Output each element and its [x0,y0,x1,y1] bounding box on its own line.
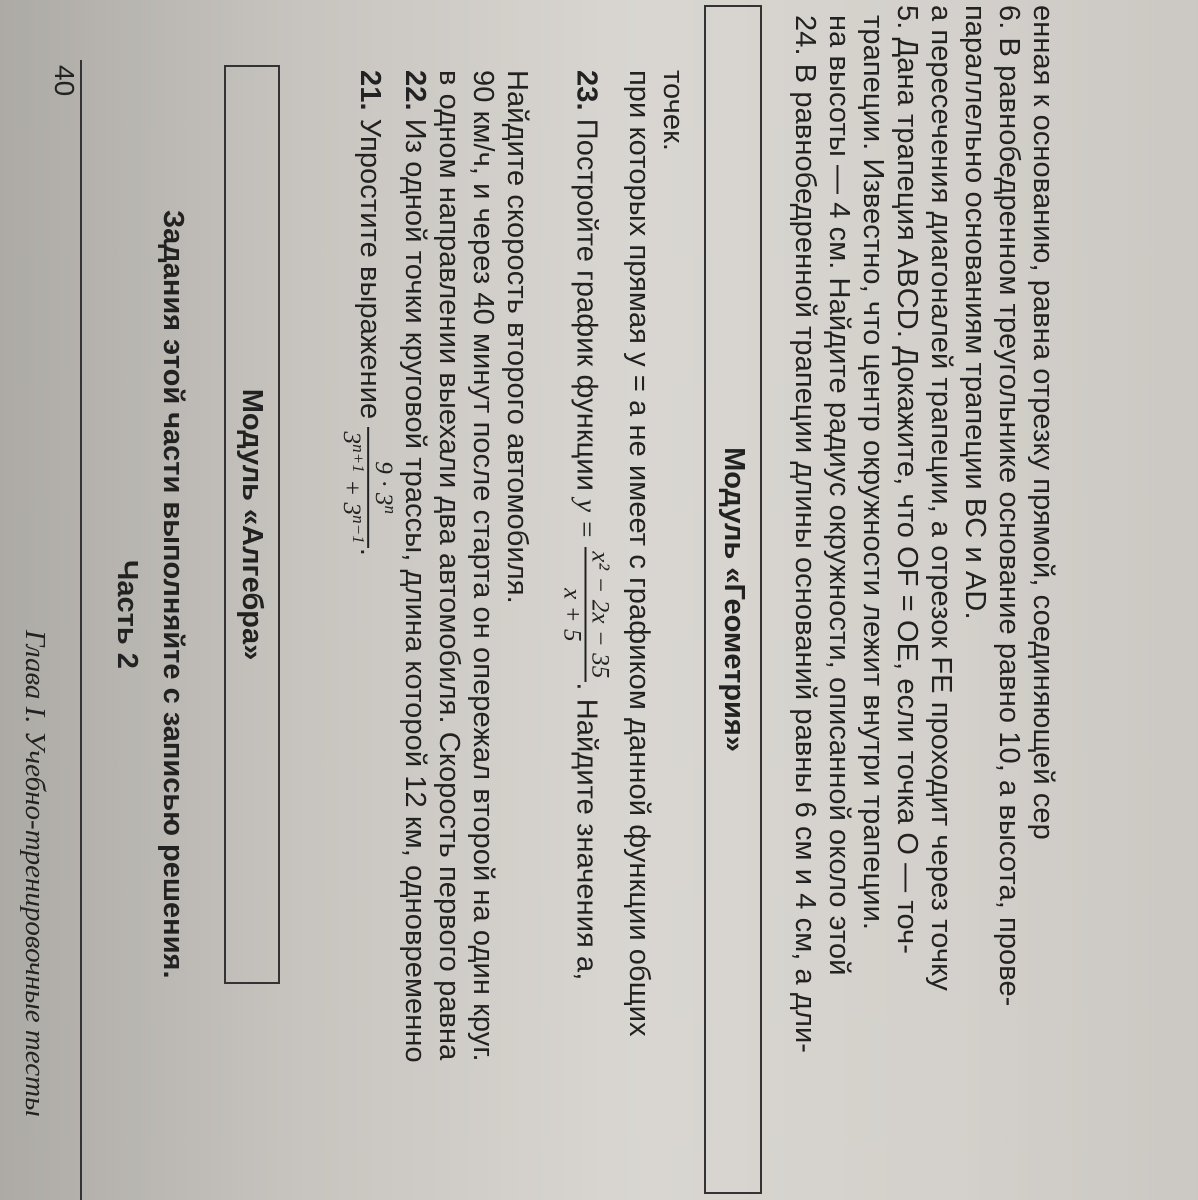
task-23-text: Постройте график функции [570,118,603,491]
task-23-line-2: при которых прямая y = a не имеет с графиком данной функции общих [623,70,655,1037]
module-algebra-title: Модуль «Алгебра» [236,388,268,661]
task-21-denominator-base-1: 3 [338,431,366,445]
task-26-line-2: енная к основанию, равна отрезку прямой, соединяющей сер [1027,5,1059,840]
task-23-fraction [558,547,613,682]
task-25-line-3: параллельно основаниям трапеции BC и AD. [959,5,991,620]
task-21-numerator-exp: n [381,505,401,515]
task-23-y-equals: y = [570,499,603,540]
task-22-line-2: в одном направлении выехали два автомобиля. Скорость первого равна [433,70,465,1061]
task-21-denominator-exp-2: n−1 [349,515,369,544]
task-23-fraction-denominator: x + 5 [558,588,586,642]
part-title: Часть 2 [111,560,143,669]
header-rule [80,60,82,1200]
task-22-number: 22. [399,70,431,111]
task-21-denominator-exp-1: n+1 [349,444,369,473]
task-24-line-1: 24. В равнобедренной трапеции длины оснований равны 6 см и 4 см, а дли- [789,15,821,1054]
task-21-fraction [338,427,399,547]
task-26-line-1: 6. В равнобедренном треугольнике основание равно 10, а высота, прове- [993,5,1025,1007]
task-22-line-4: Найдите скорость второго автомобиля. [501,70,533,604]
task-21-tail: . [353,547,386,557]
task-22-line-1 [398,70,431,1063]
module-geometry-box [704,5,762,1194]
task-21-text: Упростите выражение [353,118,386,420]
task-23-line-3: точек. [657,70,689,152]
page-number: 40 [49,65,80,97]
task-21-fraction-numerator [368,427,400,547]
task-23-fraction-numerator: x² − 2x − 35 [584,547,612,682]
section-instructions: Задания этой части выполняйте с записью решения. [157,210,189,979]
task-21-numerator-base: 9 · 3 [369,461,397,506]
task-21-number: 21. [353,70,386,111]
task-25-line-2: а пересечения диагоналей трапеции, а отрезок FE проходит через точку [925,5,957,991]
task-23-line-1 [558,70,613,980]
task-21-fraction-denominator [338,427,368,547]
task-22-line-1-text: Из одной точки круговой трассы, длина которой 12 км, одновременно [399,118,431,1063]
task-24-line-3: трапеции. Известно, что центр окружности лежит внутри трапеции. [857,15,889,931]
module-algebra-box [224,65,280,984]
module-geometry-title: Модуль «Геометрия» [718,447,750,752]
task-21 [338,70,399,556]
task-21-denominator-base-2: + 3 [338,472,366,516]
task-24-line-2: на высоты — 4 см. Найдите радиус окружности, описанной около этой [823,15,855,976]
running-head: Глава I. Учебно-тренировочные тесты [19,630,51,1117]
task-23-tail: . Найдите значения a, [570,682,603,981]
task-25-line-1: 5. Дана трапеция ABCD. Докажите, что OF = OE, если точка O — точ- [891,5,923,955]
task-23-number: 23. [570,70,603,111]
task-22-line-3: 90 км/ч, и через 40 минут после старта он опережал второй на один круг. [467,70,499,1062]
